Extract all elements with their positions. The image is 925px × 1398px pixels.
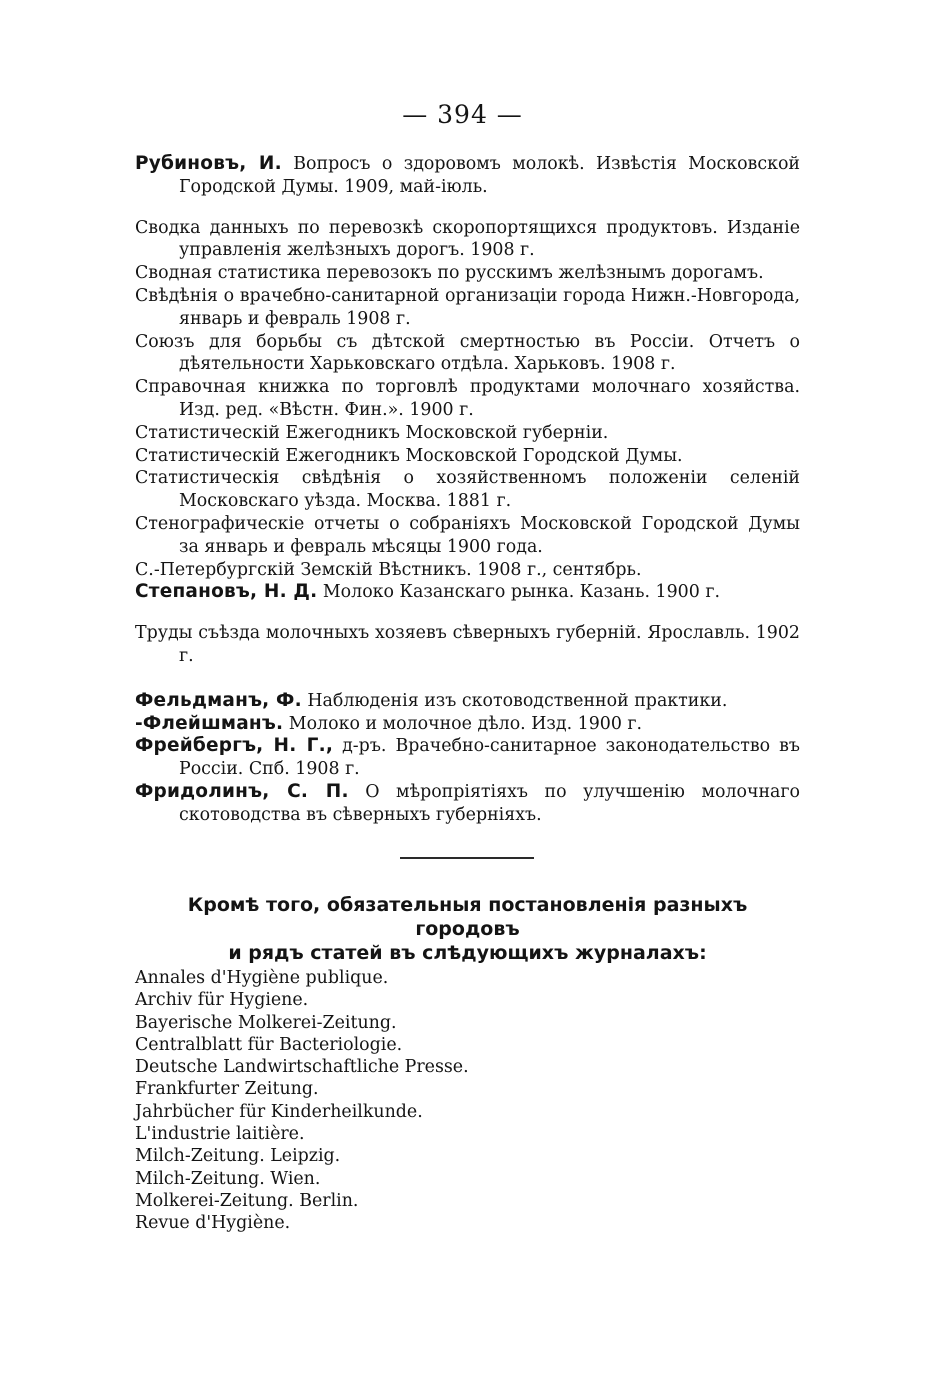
entry-author: Фридолинъ, С. П.	[135, 780, 349, 802]
heading-line: Кромѣ того, обязательныя постановленія разныхъ городовъ	[187, 894, 748, 940]
bibliography-entry	[135, 285, 800, 331]
entry-text: Союзъ для борьбы съ дѣтской смертностью въ Россіи. Отчетъ о дѣятельности Харьковскаго отдѣла. Харьковъ. 1908 г.	[135, 331, 800, 375]
entry-text: Статистическій Ежегодникъ Московской губерніи.	[135, 422, 609, 443]
heading-line: и рядъ статей въ слѣдующихъ журналахъ:	[228, 942, 707, 964]
bibliography-entry	[135, 153, 800, 199]
bibliography-entry	[135, 513, 800, 559]
entry-text: Статистическія свѣдѣнія о хозяйственномъ положеніи селеній Московскаго уѣзда. Москва. 1881 г.	[135, 468, 800, 512]
journal-item: Frankfurter Zeitung.	[135, 1079, 319, 1100]
journal-item: L'industrie laitière.	[135, 1124, 305, 1145]
journal-item: Milch-Zeitung. Wien.	[135, 1168, 321, 1189]
bibliography-list	[135, 153, 800, 827]
bibliography-entry	[135, 713, 800, 736]
journal-item: Molkerei-Zeitung. Berlin.	[135, 1190, 359, 1211]
bibliography-entry	[135, 622, 800, 668]
entry-author: Рубиновъ, И.	[135, 153, 282, 174]
entry-text: Справочная книжка по торговлѣ продуктами молочнаго хозяйства. Изд. ред. «Вѣстн. Фин.». 1900 г.	[135, 377, 800, 420]
journal-item: Jahrbücher für Kinderheilkunde.	[135, 1101, 423, 1122]
entry-text: Молоко и молочное дѣло. Изд. 1900 г.	[283, 713, 643, 734]
bibliography-entry	[135, 445, 800, 468]
entry-text: Свѣдѣнія о врачебно-санитарной организаціи города Нижн.-Новгорода, январь и февраль 1908 г.	[135, 285, 800, 329]
section-heading	[135, 893, 800, 965]
journal-item: Bayerische Molkerei-Zeitung.	[135, 1012, 397, 1033]
entry-author: Фрейбергъ, Н. Г.,	[135, 735, 334, 757]
journal-list	[135, 967, 695, 1235]
bibliography-entry	[135, 422, 800, 445]
entry-text: Труды съѣзда молочныхъ хозяевъ сѣверныхъ губерній. Ярославль. 1902 г.	[135, 623, 800, 666]
entry-text: С.-Петербургскій Земскій Вѣстникъ. 1908 г., сентябрь.	[135, 559, 642, 580]
journal-item: Revue d'Hygiène.	[135, 1213, 291, 1234]
bibliography-entry	[135, 376, 800, 422]
entry-author: Фельдманъ, Ф.	[135, 689, 302, 711]
journal-item: Milch-Zeitung. Leipzig.	[135, 1146, 341, 1167]
page-number: — 394 —	[402, 100, 523, 129]
entry-text: Стенографическіе отчеты о собраніяхъ Московской Городской Думы за январь и февраль мѣсяцы 1900 года.	[135, 513, 800, 557]
entry-author: Степановъ, Н. Д.	[135, 581, 318, 603]
bibliography-entry	[135, 262, 800, 285]
bibliography-entry	[135, 331, 800, 377]
journal-item: Deutsche Landwirtschaftliche Presse.	[135, 1057, 469, 1078]
bibliography-entry	[135, 559, 800, 582]
section-divider	[400, 857, 534, 859]
entry-text: Сводка данныхъ по перевозкѣ скоропортящихся продуктовъ. Изданіе управленія желѣзныхъ дорогъ. 1908 г.	[135, 217, 800, 261]
entry-author: -Флейшманъ.	[135, 712, 284, 734]
bibliography-entry	[135, 217, 800, 263]
entry-text: Молоко Казанскаго рынка. Казань. 1900 г.	[317, 582, 720, 603]
entry-text: Статистическій Ежегодникъ Московской Городской Думы.	[135, 445, 683, 466]
entry-text: Сводная статистика перевозокъ по русскимъ желѣзнымъ дорогамъ.	[135, 263, 764, 284]
bibliography-entry	[135, 467, 800, 513]
entry-text: Вопросъ о здоровомъ молокѣ. Извѣстія Московской Городской Думы. 1909, май-іюль.	[179, 154, 801, 197]
bibliography-entry	[135, 735, 800, 781]
journal-item: Archiv für Hygiene.	[135, 990, 309, 1011]
bibliography-entry	[135, 690, 800, 713]
journal-item: Annales d'Hygiène publique.	[135, 968, 389, 988]
entry-text: О мѣропріятіяхъ по улучшенію молочнаго скотоводства въ сѣверныхъ губерніяхъ.	[179, 781, 800, 825]
bibliography-entry	[135, 781, 800, 827]
entry-text: д-ръ. Врачебно-санитарное законодательство въ Россіи. Спб. 1908 г.	[179, 736, 800, 780]
bibliography-entry	[135, 581, 800, 604]
entry-text: Наблюденія изъ скотоводственной практики.	[301, 690, 728, 711]
journal-item: Centralblatt für Bacteriologie.	[135, 1034, 403, 1055]
